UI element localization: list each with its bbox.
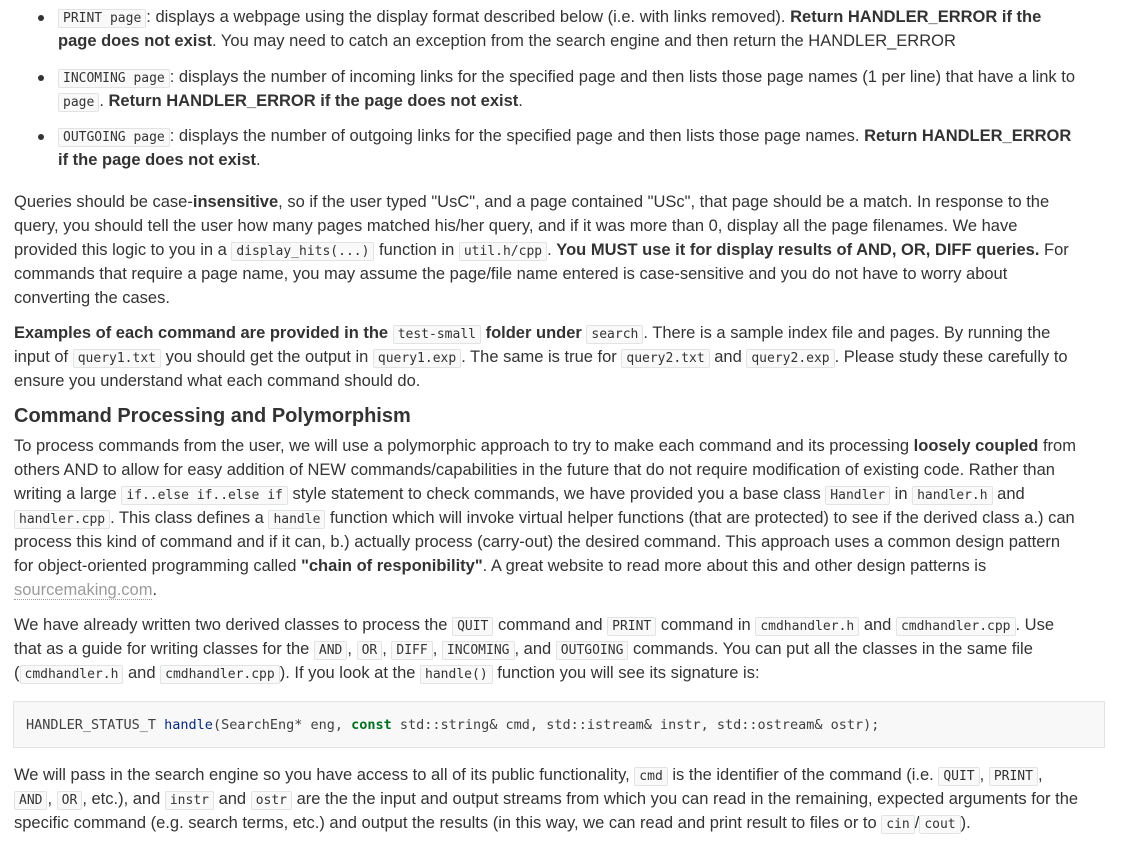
inline-code: OUTGOING xyxy=(556,641,629,660)
para-engine-line-1 xyxy=(14,763,1043,789)
para-polymorphism-line-3 xyxy=(14,482,1025,508)
para-engine-line-2 xyxy=(14,787,1078,813)
para-polymorphism-line-2 xyxy=(14,458,1055,482)
text-run: input of xyxy=(14,348,73,366)
link-sourcemaking[interactable]: sourcemaking.com xyxy=(14,581,153,599)
para-examples-line-1 xyxy=(14,321,1050,347)
bullet-outgoing-line-2 xyxy=(58,148,261,172)
inline-code: cmdhandler.h xyxy=(755,617,859,636)
text-run: others AND to allow for easy addition of NEW commands/capabilities in the future that do not require modification of existing code. Rather than xyxy=(14,461,1055,479)
text-run: , xyxy=(347,640,357,658)
code-function-name: handle xyxy=(164,717,213,733)
bold-text: page does not exist xyxy=(58,32,213,50)
text-run: / xyxy=(914,814,920,832)
text-run: are the the input and output streams from which you can read in the remaining, expected arguments for the xyxy=(292,790,1079,808)
bold-text: if the page does not exist xyxy=(58,151,257,169)
inline-code: query1.exp xyxy=(373,349,461,368)
text-run: . xyxy=(547,241,557,259)
inline-code: OR xyxy=(357,641,383,660)
para-derived-line-1 xyxy=(14,613,1054,639)
text-run: . xyxy=(152,581,158,599)
text-run: ). If you look at the xyxy=(279,664,421,682)
text-run: : displays the number of incoming links for the specified page and then lists those page names (1 per line) that have a link to xyxy=(169,68,1076,86)
para-case-line-3 xyxy=(14,238,1069,264)
text-run: ( xyxy=(14,664,20,682)
text-run: We have already written two derived classes to process the xyxy=(14,616,453,634)
code-text: HANDLER_STATUS_T xyxy=(26,717,165,733)
text-run: in xyxy=(890,485,913,503)
inline-code: test-small xyxy=(393,325,481,344)
inline-code: handler.cpp xyxy=(14,510,110,529)
text-run: style statement to check commands, we have provided you a base class xyxy=(287,485,826,503)
para-examples-line-3 xyxy=(14,369,420,393)
inline-code: display_hits(...) xyxy=(231,242,374,261)
bold-text: Return HANDLER_ERROR xyxy=(864,127,1072,145)
text-run: and xyxy=(859,616,896,634)
text-run: query, you should tell the user how many pages matched his/her query, and if it was more than 0, display all the page filenames. We have xyxy=(14,217,1018,235)
inline-code: ostr xyxy=(251,791,292,810)
text-run: , etc.), and xyxy=(82,790,165,808)
inline-code: cmdhandler.cpp xyxy=(160,665,280,684)
text-run: , xyxy=(979,766,989,784)
text-run: , xyxy=(47,790,57,808)
code-signature xyxy=(26,716,879,734)
inline-code: PRINT xyxy=(989,767,1038,786)
para-case-line-4 xyxy=(14,262,1007,286)
para-examples-line-2 xyxy=(14,345,1068,371)
text-run: command in xyxy=(656,616,756,634)
para-case-line-1 xyxy=(14,190,1049,214)
text-run: . The same is true for xyxy=(461,348,622,366)
text-run: command and xyxy=(493,616,608,634)
text-run: you should get the output in xyxy=(161,348,373,366)
bold-text: "chain of responibility" xyxy=(301,557,483,575)
inline-code: if..else if..else if xyxy=(121,486,288,505)
inline-code: cout xyxy=(919,815,960,834)
text-run: Queries should be case- xyxy=(14,193,193,211)
text-run: : displays the number of outgoing links for the specified page and then lists those page names. xyxy=(169,127,865,145)
inline-code: handle() xyxy=(420,665,493,684)
inline-code: util.h/cpp xyxy=(459,242,547,261)
text-run: , xyxy=(382,640,392,658)
text-run: from xyxy=(1038,437,1076,455)
inline-code: AND xyxy=(14,791,47,810)
text-run: To process commands from the user, we will use a polymorphic approach to try to make each command and its processing xyxy=(14,437,914,455)
text-run: function which will invoke virtual helper functions (that are protected) to see if the derived class a.) can xyxy=(325,509,1075,527)
inline-code: instr xyxy=(165,791,214,810)
inline-code: PRINT page xyxy=(58,9,146,28)
inline-code: OUTGOING page xyxy=(58,128,170,147)
text-run: , xyxy=(432,640,442,658)
text-run: and xyxy=(992,485,1025,503)
inline-code: query2.txt xyxy=(621,349,709,368)
para-polymorphism-line-7 xyxy=(14,578,157,602)
bullet-print-line-1 xyxy=(58,5,1041,31)
inline-code: cin xyxy=(881,815,914,834)
text-run: . Use xyxy=(1015,616,1055,634)
inline-code: OR xyxy=(57,791,83,810)
code-text: std::string& cmd, std::istream& instr, std::ostream& ostr); xyxy=(391,717,880,733)
text-run: that as a guide for writing classes for the xyxy=(14,640,314,658)
text-run: specific command (e.g. search terms, etc.) and output the results (in this way, we can read and print result to files or to xyxy=(14,814,882,832)
text-run: and xyxy=(214,790,251,808)
text-run: ensure you understand what each command should do. xyxy=(14,372,421,390)
para-derived-line-3 xyxy=(14,661,760,687)
text-run: . xyxy=(256,151,261,169)
para-polymorphism-line-4 xyxy=(14,506,1075,532)
inline-code: cmdhandler.cpp xyxy=(896,617,1016,636)
text-run: commands. You can put all the classes in the same file xyxy=(628,640,1033,658)
text-run: , and xyxy=(514,640,556,658)
code-keyword: const xyxy=(351,717,392,733)
text-run: function you will see its signature is: xyxy=(492,664,760,682)
text-run: , so if the user typed "UsC", and a page contained "USc", that page should be a match. In response to the xyxy=(278,193,1050,211)
bold-text: Return HANDLER_ERROR if the xyxy=(790,8,1042,26)
bold-text: loosely coupled xyxy=(913,437,1039,455)
inline-code: search xyxy=(586,325,643,344)
text-run: . Please study these carefully to xyxy=(834,348,1068,366)
inline-code: AND xyxy=(314,641,347,660)
text-run: . You may need to catch an exception from the search engine and then return the HANDLER_ERROR xyxy=(212,32,956,50)
bullet-incoming-line-2 xyxy=(58,89,523,115)
text-run: for object-oriented programming called xyxy=(14,557,302,575)
code-text: (SearchEng* eng, xyxy=(212,717,352,733)
text-run: . xyxy=(518,92,523,110)
inline-code: INCOMING xyxy=(442,641,515,660)
bold-text: folder under xyxy=(480,324,587,342)
bold-text: You MUST use it for display results of AND, OR, DIFF queries. xyxy=(556,241,1040,259)
text-run: process this kind of command and if it can, b.) actually process (carry-out) the desired command. This approach uses a common design pattern xyxy=(14,533,1061,551)
text-run: function in xyxy=(374,241,459,259)
section-heading: Command Processing and Polymorphism xyxy=(14,405,411,427)
code-block xyxy=(13,701,1105,748)
inline-code: handle xyxy=(268,510,325,529)
bullet-dot xyxy=(38,75,44,81)
text-run: , xyxy=(1037,766,1043,784)
bullet-dot xyxy=(38,15,44,21)
text-run: provided this logic to you in a xyxy=(14,241,232,259)
para-polymorphism-line-5 xyxy=(14,530,1060,554)
bullet-incoming-line-1 xyxy=(58,65,1075,91)
text-run: : displays a webpage using the display format described below (i.e. with links removed). xyxy=(146,8,791,26)
text-run: is the identifier of the command (i.e. xyxy=(667,766,939,784)
text-run: writing a large xyxy=(14,485,122,503)
para-polymorphism-line-1 xyxy=(14,434,1076,458)
inline-code: QUIT xyxy=(452,617,493,636)
para-engine-line-3 xyxy=(14,811,971,837)
inline-code: Handler xyxy=(825,486,890,505)
bold-text: Examples of each command are provided in the xyxy=(14,324,393,342)
bullet-print-line-2 xyxy=(58,29,956,53)
inline-code: cmd xyxy=(634,767,667,786)
bold-text: Return HANDLER_ERROR if the page does not exist xyxy=(108,92,519,110)
bold-text: insensitive xyxy=(192,193,279,211)
inline-code: DIFF xyxy=(391,641,432,660)
text-run: . There is a sample index file and pages. By running the xyxy=(643,324,1051,342)
text-run: ). xyxy=(960,814,971,832)
bullet-dot xyxy=(38,134,44,140)
inline-code: query1.txt xyxy=(73,349,161,368)
inline-code: QUIT xyxy=(938,767,979,786)
inline-code: PRINT xyxy=(607,617,656,636)
text-run: . A great website to read more about this and other design patterns is xyxy=(482,557,987,575)
text-run: and xyxy=(123,664,161,682)
text-run: converting the cases. xyxy=(14,289,170,307)
para-derived-line-2 xyxy=(14,637,1033,663)
para-polymorphism-line-6 xyxy=(14,554,986,578)
text-run: We will pass in the search engine so you have access to all of its public functionality, xyxy=(14,766,635,784)
bullet-outgoing-line-1 xyxy=(58,124,1071,150)
inline-code: page xyxy=(58,93,99,112)
text-run: For xyxy=(1039,241,1069,259)
text-run: . xyxy=(99,92,109,110)
inline-code: query2.exp xyxy=(746,349,834,368)
text-run: and xyxy=(709,348,747,366)
inline-code: cmdhandler.h xyxy=(20,665,124,684)
text-run: . This class defines a xyxy=(110,509,269,527)
text-run: commands that require a page name, you may assume the page/file name entered is case-sensitive and you do not have to worry about xyxy=(14,265,1008,283)
inline-code: handler.h xyxy=(912,486,992,505)
para-case-line-5 xyxy=(14,286,170,310)
para-case-line-2 xyxy=(14,214,1017,238)
inline-code: INCOMING page xyxy=(58,69,170,88)
